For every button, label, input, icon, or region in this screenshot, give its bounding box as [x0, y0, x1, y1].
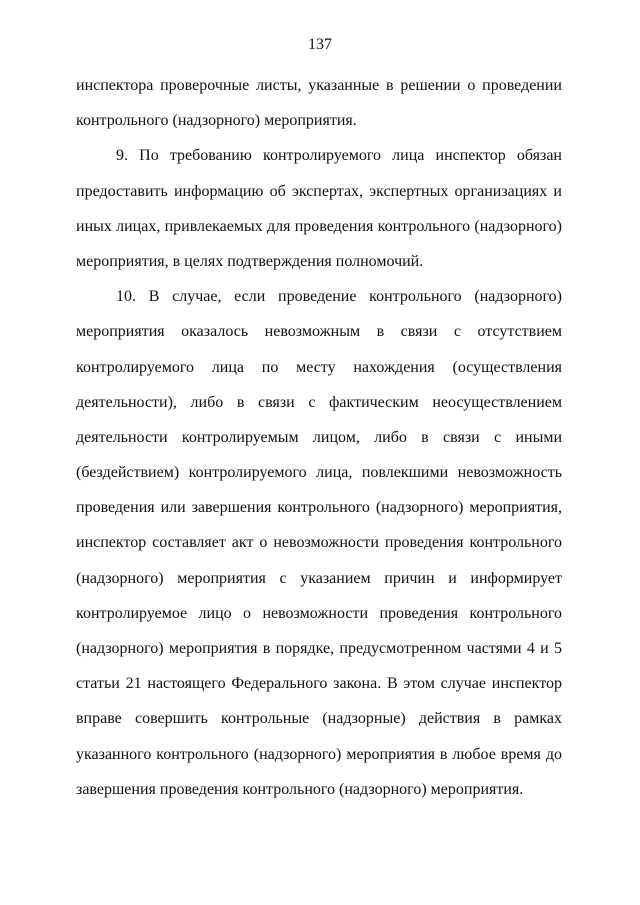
paragraph-item-9: [76, 138, 562, 279]
document-body: [76, 68, 562, 807]
text-line: (надзорного) мероприятия с указанием причин и информирует: [76, 569, 562, 587]
text-line: мероприятия, в целях подтверждения полномочий.: [76, 252, 424, 270]
text-line: предоставить информацию об экспертах, экспертных организациях и: [76, 182, 562, 200]
text-line: 9. По требованию контролируемого лица инспектор обязан: [116, 147, 562, 165]
text-line: деятельности), либо в связи с фактическим неосуществлением: [76, 393, 562, 411]
text-line: статьи 21 настоящего Федерального закона. В этом случае инспектор: [76, 675, 562, 693]
text-line: контролируемого лица по месту нахождения (осуществления: [76, 358, 562, 376]
text-line: завершения проведения контрольного (надзорного) мероприятия.: [76, 780, 524, 798]
text-line: (бездействием) контролируемого лица, повлекшими невозможность: [76, 464, 562, 482]
text-line: (надзорного) мероприятия в порядке, предусмотренном частями 4 и 5: [76, 640, 562, 657]
text-line: проведения или завершения контрольного (надзорного) мероприятия,: [76, 499, 562, 517]
text-line: деятельности контролируемым лицом, либо в связи с иными: [76, 428, 562, 446]
text-line: контролируемое лицо о невозможности проведения контрольного: [76, 604, 562, 622]
text-line: иных лицах, привлекаемых для проведения контрольного (надзорного): [76, 217, 562, 235]
text-line: контрольного (надзорного) мероприятия.: [76, 112, 357, 130]
text-line: указанного контрольного (надзорного) мероприятия в любое время до: [76, 745, 562, 763]
text-line: 10. В случае, если проведение контрольного (надзорного): [116, 288, 562, 306]
paragraph-item-10: [76, 279, 562, 807]
page-number: 137: [308, 36, 332, 53]
text-line: вправе совершить контрольные (надзорные) действия в рамках: [76, 710, 562, 728]
text-line: инспектора проверочные листы, указанные в решении о проведении: [76, 77, 562, 94]
text-line: мероприятия оказалось невозможным в связи с отсутствием: [76, 323, 562, 341]
text-line: инспектор составляет акт о невозможности проведения контрольного: [76, 534, 562, 552]
paragraph-continuation: [76, 68, 562, 138]
